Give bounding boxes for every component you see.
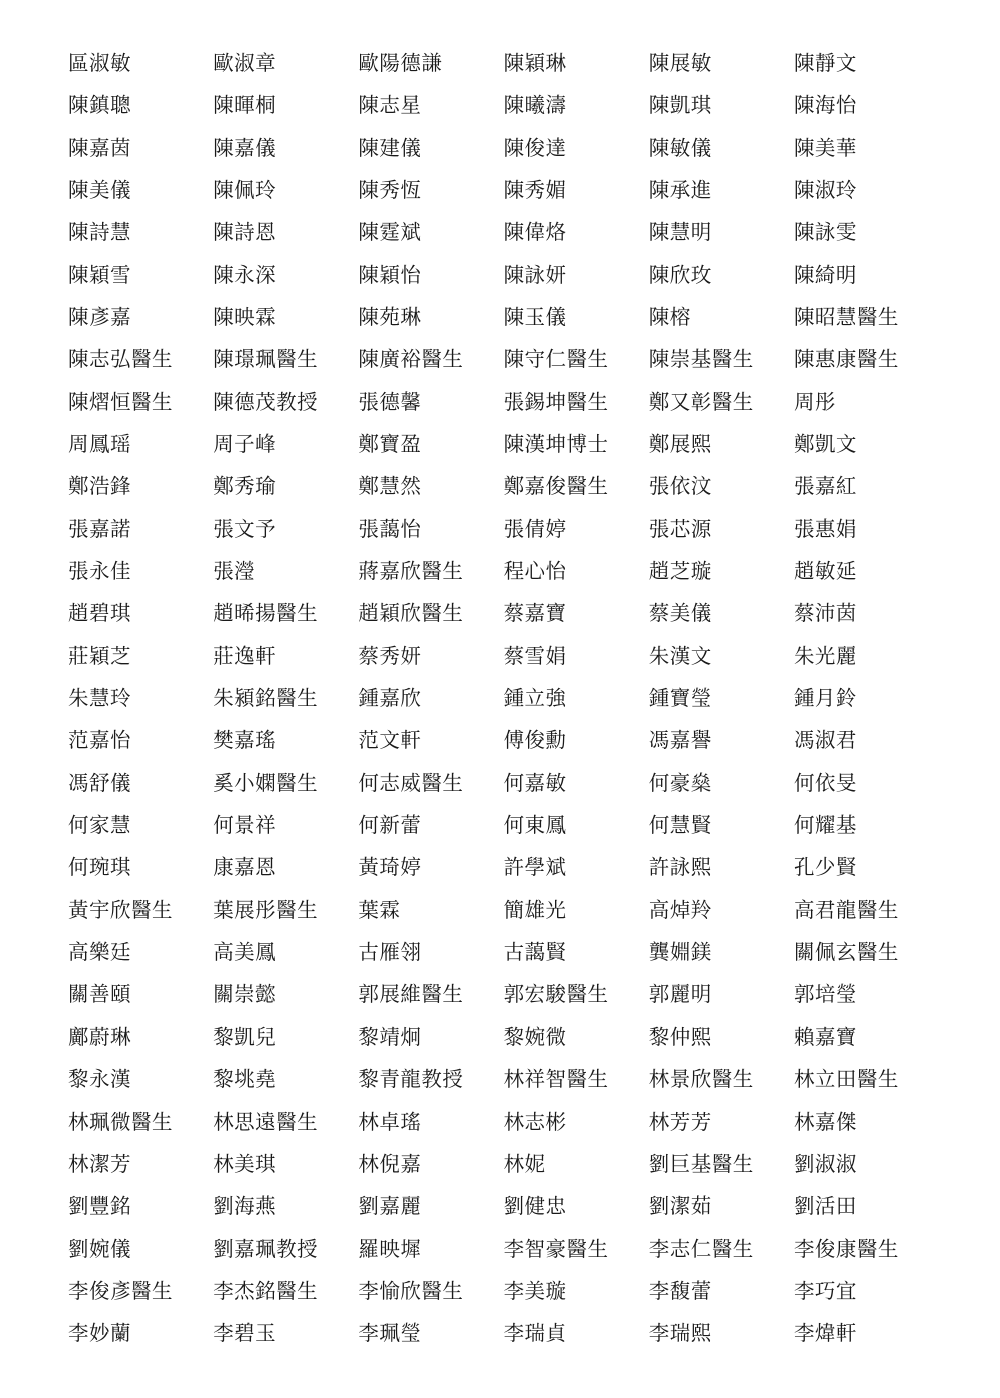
name-entry: 李煒軒 (793, 1321, 857, 1346)
name-entry: 鄭寶盈 (358, 432, 422, 457)
name-entry: 許學斌 (503, 855, 567, 880)
name-entry: 李俊彥醫生 (68, 1278, 173, 1303)
name-entry: 李珮瑩 (358, 1321, 422, 1346)
name-entry: 簡雄光 (503, 897, 567, 922)
name-entry: 何新蕾 (358, 813, 422, 838)
name-entry: 高焯羚 (648, 897, 712, 922)
name-entry: 關崇懿 (213, 982, 277, 1007)
name-entry: 李妙蘭 (68, 1321, 131, 1346)
name-entry: 陳璟珮醫生 (213, 347, 319, 372)
name-entry: 陳曦濤 (503, 93, 567, 118)
name-entry: 陳海怡 (793, 93, 857, 118)
name-entry: 龔婣鎂 (648, 940, 712, 965)
name-entry: 張嘉諾 (68, 516, 131, 541)
name-entry: 李瑞熙 (648, 1321, 712, 1346)
name-entry: 許詠熙 (648, 855, 712, 880)
name-entry: 趙晞揚醫生 (213, 601, 319, 626)
name-entry: 張永佳 (68, 559, 131, 584)
name-entry: 蔣嘉欣醫生 (358, 559, 464, 584)
name-entry: 何慧賢 (648, 813, 712, 838)
name-entry: 李俊康醫生 (793, 1236, 899, 1261)
name-entry: 陳偉烙 (503, 220, 567, 245)
name-entry: 歐淑章 (213, 50, 277, 75)
name-entry: 黃宇欣醫生 (68, 897, 173, 922)
name-entry: 張文予 (213, 516, 277, 541)
name-entry: 陳德茂教授 (213, 389, 319, 414)
name-entry: 何家慧 (68, 813, 131, 838)
name-entry: 何琬琪 (68, 855, 131, 880)
name-entry: 馮淑君 (793, 728, 857, 753)
name-entry: 莊穎芝 (68, 643, 131, 668)
name-entry: 鄭嘉俊醫生 (503, 474, 609, 499)
name-entry: 陳玉儀 (503, 304, 567, 329)
name-entry: 蔡秀妍 (358, 643, 422, 668)
name-entry: 陳昭慧醫生 (793, 304, 899, 329)
name-entry: 陳凱琪 (648, 93, 712, 118)
name-entry: 高君龍醫生 (793, 897, 899, 922)
name-entry: 陳美儀 (68, 177, 131, 202)
name-entry: 康嘉恩 (213, 855, 277, 880)
name-entry: 劉海燕 (213, 1194, 277, 1219)
name-entry: 陳建儀 (358, 135, 422, 160)
name-entry: 羅映墀 (358, 1236, 422, 1261)
name-entry: 李智豪醫生 (503, 1236, 609, 1261)
name-entry: 歐陽德謙 (358, 50, 443, 75)
name-entry: 鄭慧然 (358, 474, 422, 499)
name-entry: 陳綺明 (793, 262, 857, 287)
name-entry: 林潔芳 (68, 1151, 131, 1176)
name-entry: 鄭又彰醫生 (648, 389, 754, 414)
name-entry: 陳嘉儀 (213, 135, 277, 160)
name-entry: 林景欣醫生 (648, 1067, 754, 1092)
name-entry: 李馥蕾 (648, 1278, 712, 1303)
name-entry: 黎凱兒 (213, 1024, 277, 1049)
name-entry: 黎靖炯 (358, 1024, 422, 1049)
name-entry: 黎婉微 (503, 1024, 567, 1049)
name-entry: 劉健忠 (503, 1194, 567, 1219)
name-entry: 郭培瑩 (793, 982, 857, 1007)
name-entry: 周子峰 (213, 432, 277, 457)
name-entry: 林卓瑤 (358, 1109, 422, 1134)
name-entry: 趙芝璇 (648, 559, 712, 584)
name-entry: 關佩玄醫生 (793, 940, 899, 965)
name-entry: 林祥智醫生 (503, 1067, 609, 1092)
name-entry: 劉巨基醫生 (648, 1151, 754, 1176)
name-entry: 陳惠康醫生 (793, 347, 899, 372)
name-entry: 林美琪 (213, 1151, 277, 1176)
name-entry: 陳映霖 (213, 304, 277, 329)
name-entry: 陳漢坤博士 (503, 432, 609, 457)
name-entry: 陳彥嘉 (68, 304, 131, 329)
name-entry: 高美鳳 (213, 940, 277, 965)
name-entry: 鍾寶瑩 (648, 686, 712, 711)
name-entry: 陳嘉茵 (68, 135, 131, 160)
name-entry: 劉淑淑 (793, 1151, 857, 1176)
name-entry: 陳承進 (648, 177, 712, 202)
name-entry: 張瀅 (213, 559, 256, 584)
name-entry: 孔少賢 (793, 855, 857, 880)
name-entry: 陳秀恆 (358, 177, 422, 202)
name-entry: 傅俊勳 (503, 728, 567, 753)
name-entry: 陳暉桐 (213, 93, 277, 118)
name-entry: 陳穎怡 (358, 262, 422, 287)
name-entry: 黎青龍教授 (358, 1067, 464, 1092)
name-entry: 區淑敏 (68, 50, 131, 75)
name-entry: 張依汶 (648, 474, 712, 499)
name-entry: 陳霆斌 (358, 220, 422, 245)
name-entry: 賴嘉寶 (793, 1024, 857, 1049)
name-entry: 張惠娟 (793, 516, 857, 541)
name-entry: 劉婉儀 (68, 1236, 131, 1261)
name-entry: 趙敏延 (793, 559, 857, 584)
name-entry: 陳守仁醫生 (503, 347, 609, 372)
name-entry: 鄭展熙 (648, 432, 712, 457)
name-entry: 陳鎮聰 (68, 93, 131, 118)
name-entry: 李志仁醫生 (648, 1236, 754, 1261)
name-entry: 劉活田 (793, 1194, 857, 1219)
name-entry: 陳崇基醫生 (648, 347, 754, 372)
name-entry: 李愉欣醫生 (358, 1278, 464, 1303)
name-entry: 馮舒儀 (68, 770, 131, 795)
name-entry: 何景祥 (213, 813, 277, 838)
name-entry: 陳廣裕醫生 (358, 347, 464, 372)
name-entry: 林妮 (503, 1151, 546, 1176)
name-entry: 陳詩恩 (213, 220, 277, 245)
name-entry: 何志威醫生 (358, 770, 464, 795)
name-entry: 樊嘉瑤 (213, 728, 277, 753)
name-entry: 蔡嘉寶 (503, 601, 567, 626)
name-entry: 朱光麗 (793, 643, 857, 668)
name-entry: 何嘉敏 (503, 770, 567, 795)
name-entry: 張倩婷 (503, 516, 567, 541)
name-entry: 陳詠雯 (793, 220, 857, 245)
name-entry: 陳靜文 (793, 50, 857, 75)
name-entry: 鄭凱文 (793, 432, 857, 457)
name-entry: 郭展維醫生 (358, 982, 464, 1007)
name-entry: 郭麗明 (648, 982, 712, 1007)
name-entry: 陳苑琳 (358, 304, 422, 329)
name-entry: 張藹怡 (358, 516, 422, 541)
name-entry: 高樂廷 (68, 940, 131, 965)
name-entry: 奚小嫻醫生 (213, 770, 319, 795)
name-entry: 莊逸軒 (213, 643, 277, 668)
name-entry: 鄭浩鋒 (68, 474, 131, 499)
name-entry: 李巧宜 (793, 1278, 857, 1303)
name-entry: 黎垗堯 (213, 1067, 277, 1092)
name-entry: 蔡雪娟 (503, 643, 567, 668)
name-entry: 劉嘉麗 (358, 1194, 422, 1219)
name-entry: 林芳芳 (648, 1109, 712, 1134)
name-entry: 陳熠恒醫生 (68, 389, 173, 414)
name-entry: 黃琦婷 (358, 855, 422, 880)
name-entry: 朱漢文 (648, 643, 712, 668)
name-entry: 劉潔茹 (648, 1194, 712, 1219)
name-entry: 趙碧琪 (68, 601, 131, 626)
name-entry: 劉嘉珮教授 (213, 1236, 319, 1261)
name-entry: 馮嘉譽 (648, 728, 712, 753)
name-entry: 關善頤 (68, 982, 131, 1007)
name-entry: 古藹賢 (503, 940, 567, 965)
name-entry: 林嘉傑 (793, 1109, 857, 1134)
name-entry: 張錫坤醫生 (503, 389, 609, 414)
name-entry: 陳展敏 (648, 50, 712, 75)
name-entry: 郭宏駿醫生 (503, 982, 609, 1007)
name-entry: 李杰銘醫生 (213, 1278, 319, 1303)
name-entry: 周彤 (793, 389, 836, 414)
name-entry: 朱慧玲 (68, 686, 131, 711)
name-entry: 何豪燊 (648, 770, 712, 795)
name-entry: 朱潁銘醫生 (213, 686, 319, 711)
name-entry: 陳淑玲 (793, 177, 857, 202)
name-entry: 周鳳瑶 (68, 432, 131, 457)
name-entry: 黎仲熙 (648, 1024, 712, 1049)
name-entry: 陳欣玫 (648, 262, 712, 287)
name-entry: 陳秀媚 (503, 177, 567, 202)
name-entry: 陳志星 (358, 93, 422, 118)
name-entry: 蔡沛茵 (793, 601, 857, 626)
name-entry: 陳詠妍 (503, 262, 567, 287)
name-entry: 林立田醫生 (793, 1067, 899, 1092)
name-entry: 陳榕 (648, 304, 691, 329)
name-entry: 范文軒 (358, 728, 422, 753)
name-entry: 張芯源 (648, 516, 712, 541)
name-entry: 李碧玉 (213, 1321, 277, 1346)
name-entry: 李美璇 (503, 1278, 567, 1303)
name-entry: 趙穎欣醫生 (358, 601, 464, 626)
name-entry: 鄺蔚琳 (68, 1024, 131, 1049)
name-entry: 陳美華 (793, 135, 857, 160)
name-entry: 陳詩慧 (68, 220, 131, 245)
name-entry: 鍾月鈴 (793, 686, 857, 711)
name-entry: 張德馨 (358, 389, 422, 414)
name-entry: 林珮微醫生 (68, 1109, 173, 1134)
name-entry: 黎永漢 (68, 1067, 131, 1092)
name-entry: 李瑞貞 (503, 1321, 567, 1346)
name-entry: 范嘉怡 (68, 728, 131, 753)
name-list (68, 42, 968, 1355)
name-entry: 林倪嘉 (358, 1151, 422, 1176)
name-entry: 葉霖 (358, 897, 401, 922)
name-entry: 陳慧明 (648, 220, 712, 245)
name-entry: 林思遠醫生 (213, 1109, 319, 1134)
name-entry: 陳穎琳 (503, 50, 567, 75)
name-entry: 葉展彤醫生 (213, 897, 319, 922)
name-entry: 何東鳳 (503, 813, 567, 838)
name-entry: 陳穎雪 (68, 262, 131, 287)
name-entry: 何依旻 (793, 770, 857, 795)
name-entry: 程心怡 (503, 559, 567, 584)
name-entry: 陳佩玲 (213, 177, 277, 202)
name-entry: 陳永深 (213, 262, 277, 287)
name-entry: 蔡美儀 (648, 601, 712, 626)
name-entry: 鍾立強 (503, 686, 567, 711)
name-entry: 張嘉紅 (793, 474, 857, 499)
name-entry: 何耀基 (793, 813, 857, 838)
name-entry: 陳敏儀 (648, 135, 712, 160)
name-entry: 陳志弘醫生 (68, 347, 173, 372)
name-entry: 鍾嘉欣 (358, 686, 422, 711)
name-entry: 古雁翎 (358, 940, 422, 965)
name-entry: 鄭秀瑜 (213, 474, 277, 499)
name-entry: 劉豐銘 (68, 1194, 131, 1219)
name-entry: 陳俊達 (503, 135, 567, 160)
name-entry: 林志彬 (503, 1109, 567, 1134)
